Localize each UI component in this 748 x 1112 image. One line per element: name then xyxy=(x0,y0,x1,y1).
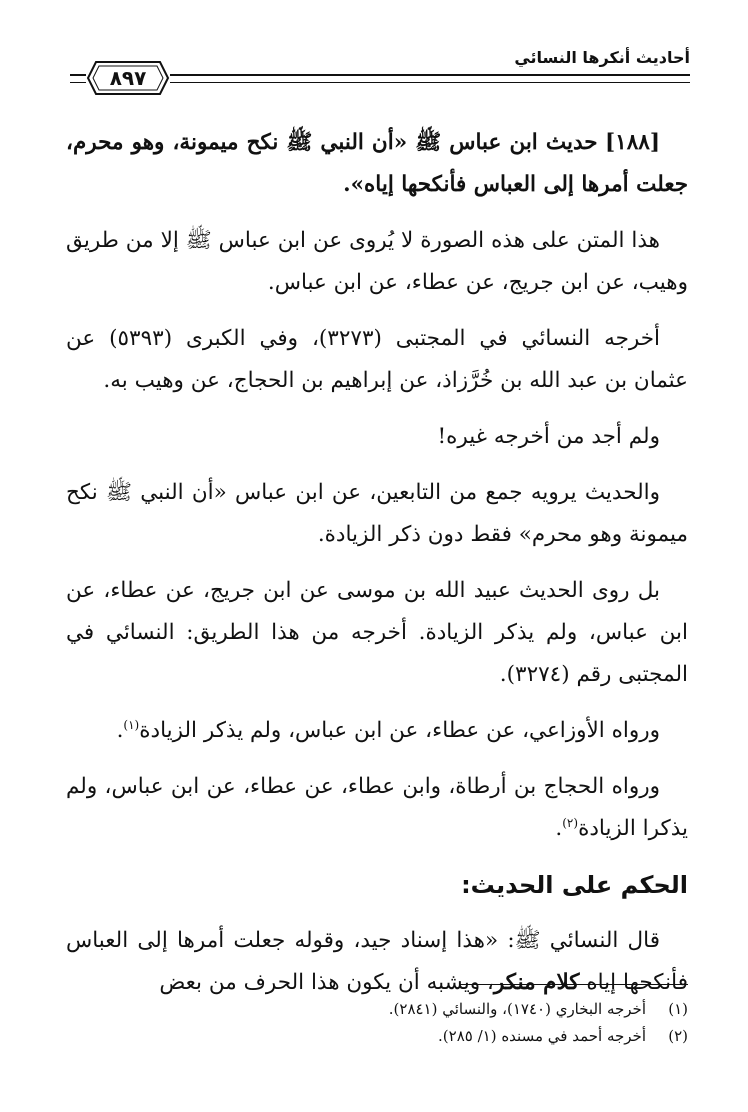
main-text xyxy=(66,122,688,1018)
footnote-separator xyxy=(460,984,688,985)
paragraph-7: ورواه الأوزاعي، عن عطاء، عن ابن عباس، ولم يذكر الزيادة$^{(١)}$. xyxy=(116,717,660,743)
footnote-number: (١) xyxy=(668,1000,688,1018)
running-header-title: أحاديث أنكرها النسائي xyxy=(514,48,690,67)
paragraph-3: أخرجه النسائي في المجتبى (٣٢٧٣)، وفي الكبرى (٥٣٩٣) عن عثمان بن عبد الله بن خُرَّزاذ، عن إبراهيم بن الحجاج، عن وهيب به. xyxy=(66,326,688,393)
page-number: ٨٩٧ xyxy=(109,66,147,90)
paragraph-5: والحديث يرويه جمع من التابعين، عن ابن عباس «أن النبي ﷺ نكح ميمونة وهو محرم» فقط دون ذكر الزيادة. xyxy=(66,480,688,547)
footnote-2 xyxy=(66,1023,688,1050)
paragraph-4: ولم أجد من أخرجه غيره! xyxy=(437,424,660,449)
footnote-ref-2[interactable]: (٢) xyxy=(562,815,579,830)
paragraph-7-text: ورواه الأوزاعي، عن عطاء، عن ابن عباس، ولم يذكر الزيادة xyxy=(139,718,660,743)
paragraph-9 xyxy=(66,920,688,1004)
hadith-number: [١٨٨] xyxy=(604,130,660,155)
footnote-number: (٢) xyxy=(668,1027,688,1045)
paragraph-8: ورواه الحجاج بن أرطاة، وابن عطاء، عن عطاء، عن ابن عباس، ولم يذكرا الزيادة$^{(٢)}$. xyxy=(66,774,688,841)
paragraph-hadith xyxy=(66,122,688,206)
footnote-text: أخرجه البخاري (١٧٤٠)، والنسائي (٢٨٤١). xyxy=(388,1000,646,1018)
paragraph-2: هذا المتن على هذه الصورة لا يُروى عن ابن عباس ﷺ إلا من طريق وهيب، عن ابن جريج، عن عطاء، عن ابن عباس. xyxy=(66,228,688,295)
footnote-text: أخرجه أحمد في مسنده (١/ ٢٨٥). xyxy=(438,1027,646,1045)
footnote-ref-1[interactable]: (١) xyxy=(123,717,140,732)
paragraph-9-start: قال النسائي ﷺ: «هذا إسناد جيد، وقوله جعلت أمرها إلى العباس فأنكحها إياه xyxy=(66,928,688,995)
paragraph-6: بل روى الحديث عبيد الله بن موسى عن ابن جريج، عن عطاء، عن ابن عباس، ولم يذكر الزيادة. أخرجه من هذا الطريق: النسائي في المجتبى رقم (٣٢٧٤). xyxy=(66,578,688,687)
section-heading: الحكم على الحديث: xyxy=(461,871,688,899)
hadith-text: حديث ابن عباس ﷺ «أن النبي ﷺ نكح ميمونة، وهو محرم، جعلت أمرها إلى العباس فأنكحها إياه». xyxy=(66,130,688,197)
footnote-1 xyxy=(66,996,688,1023)
paragraph-9-end: ، ويشبه أن يكون هذا الحرف من بعض xyxy=(159,970,494,995)
page-number-ornament xyxy=(86,58,170,98)
paragraph-8-text: ورواه الحجاج بن أرطاة، وابن عطاء، عن عطاء، عن ابن عباس، ولم يذكرا الزيادة xyxy=(66,774,688,841)
footnotes xyxy=(66,996,688,1050)
paragraph-9-bold: كلام منكر xyxy=(493,970,580,995)
